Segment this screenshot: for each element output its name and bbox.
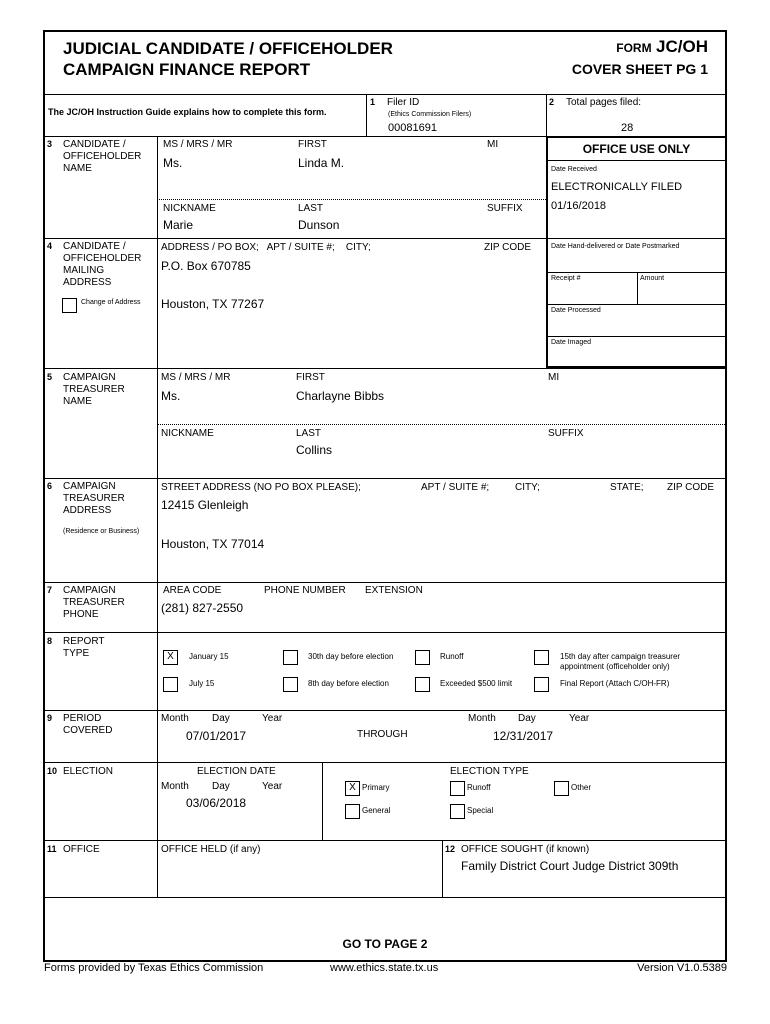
- section-11-label: OFFICE: [63, 844, 100, 855]
- date-imaged-label: Date Imaged: [551, 339, 592, 346]
- section-12-num: 12: [445, 844, 456, 854]
- treasurer-zip-label: ZIP CODE: [667, 482, 715, 493]
- form-title-line1: JUDICIAL CANDIDATE / OFFICEHOLDER: [63, 39, 393, 58]
- section-6-label: CAMPAIGN TREASURER ADDRESS: [63, 481, 125, 516]
- election-other-checkbox[interactable]: [554, 781, 569, 796]
- footer-left: Forms provided by Texas Ethics Commission: [44, 962, 264, 974]
- filer-id-value[interactable]: 00081691: [388, 122, 437, 134]
- candidate-mi-label: MI: [487, 139, 499, 150]
- period-to-day-label: Day: [518, 713, 536, 724]
- report-type-15th-day-checkbox[interactable]: [534, 650, 549, 665]
- period-to-value[interactable]: 12/31/2017: [493, 729, 554, 743]
- section-5-num: 5: [47, 372, 53, 382]
- treasurer-address-line1[interactable]: 12415 Glenleigh: [161, 498, 249, 512]
- report-type-jul15-label: July 15: [189, 679, 215, 688]
- residence-note: (Residence or Business): [63, 528, 140, 535]
- election-special-checkbox[interactable]: [450, 804, 465, 819]
- section-4-num: 4: [47, 241, 53, 251]
- treasurer-prefix-label: MS / MRS / MR: [161, 372, 231, 383]
- change-of-address-label: Change of Address: [81, 299, 141, 306]
- report-type-30th-day-checkbox[interactable]: [283, 650, 298, 665]
- treasurer-first-value[interactable]: Charlayne Bibbs: [296, 389, 385, 403]
- treasurer-first-label: FIRST: [296, 372, 325, 383]
- treasurer-phone-value[interactable]: (281) 827-2550: [161, 601, 244, 615]
- election-day-label: Day: [212, 781, 230, 792]
- date-received-label: Date Received: [551, 166, 597, 173]
- office-use-title: OFFICE USE ONLY: [582, 142, 691, 156]
- section-3-label: CANDIDATE / OFFICEHOLDER NAME: [63, 139, 142, 174]
- area-code-label: AREA CODE: [163, 585, 222, 596]
- office-sought-value[interactable]: Family District Court Judge District 309th: [461, 859, 679, 873]
- candidate-prefix-value[interactable]: Ms.: [163, 156, 183, 170]
- election-primary-label: Primary: [362, 783, 390, 792]
- section-10-label: ELECTION: [63, 766, 114, 777]
- election-special-label: Special: [467, 806, 494, 815]
- total-pages-label: Total pages filed:: [566, 97, 642, 108]
- treasurer-last-value[interactable]: Collins: [296, 443, 333, 457]
- footer-website[interactable]: www.ethics.state.tx.us: [330, 962, 439, 974]
- section-8-label: REPORT TYPE: [63, 636, 105, 659]
- treasurer-prefix-value[interactable]: Ms.: [161, 389, 181, 403]
- candidate-nickname-label: NICKNAME: [163, 203, 216, 214]
- treasurer-apt-label: APT / SUITE #;: [421, 482, 490, 493]
- phone-number-label: PHONE NUMBER: [264, 585, 346, 596]
- form-code: [616, 37, 708, 57]
- section-4-label: CANDIDATE / OFFICEHOLDER MAILING ADDRESS: [63, 241, 142, 288]
- candidate-address-line2[interactable]: Houston, TX 77267: [161, 297, 265, 311]
- treasurer-street-label: STREET ADDRESS (NO PO BOX PLEASE);: [161, 482, 361, 493]
- report-type-8th-day-checkbox[interactable]: [283, 677, 298, 692]
- report-type-jul15-checkbox[interactable]: [163, 677, 178, 692]
- form-prefix: FORM: [616, 41, 652, 55]
- treasurer-city-label: CITY;: [515, 482, 540, 493]
- form-code-value: JC/OH: [656, 37, 708, 56]
- receipt-label: Receipt #: [551, 275, 581, 282]
- section-9-label: PERIOD COVERED: [63, 713, 113, 736]
- through-label: THROUGH: [357, 729, 408, 740]
- section-9-num: 9: [47, 713, 53, 723]
- footer-version: Version V1.0.5389: [637, 962, 727, 974]
- report-type-8th-day-label: 8th day before election: [308, 679, 389, 688]
- treasurer-state-label: STATE;: [610, 482, 644, 493]
- change-of-address-checkbox[interactable]: [62, 298, 77, 313]
- treasurer-suffix-label: SUFFIX: [548, 428, 584, 439]
- period-to-month-label: Month: [468, 713, 496, 724]
- candidate-zip-label: ZIP CODE: [484, 242, 532, 253]
- hand-delivered-label: Date Hand-delivered or Date Postmarked: [551, 243, 680, 250]
- filer-num: 1: [370, 97, 376, 107]
- report-type-final-checkbox[interactable]: [534, 677, 549, 692]
- election-year-label: Year: [262, 781, 283, 792]
- election-date-value[interactable]: 03/06/2018: [186, 796, 247, 810]
- election-primary-checkbox[interactable]: X: [345, 781, 360, 796]
- section-8-num: 8: [47, 636, 53, 646]
- report-type-jan15-label: January 15: [189, 652, 229, 661]
- filer-id-label: Filer ID: [387, 97, 420, 108]
- go-to-page-2: GO TO PAGE 2: [342, 937, 428, 951]
- date-processed-label: Date Processed: [551, 307, 601, 314]
- election-runoff-label: Runoff: [467, 783, 491, 792]
- office-held-label: OFFICE HELD (if any): [161, 844, 261, 855]
- election-date-label: ELECTION DATE: [197, 766, 276, 777]
- candidate-first-label: FIRST: [298, 139, 327, 150]
- election-month-label: Month: [161, 781, 189, 792]
- period-from-day-label: Day: [212, 713, 230, 724]
- election-type-label: ELECTION TYPE: [450, 766, 529, 777]
- report-type-jan15-checkbox[interactable]: X: [163, 650, 178, 665]
- report-type-exceeded-checkbox[interactable]: [415, 677, 430, 692]
- amount-label: Amount: [640, 275, 665, 282]
- section-6-num: 6: [47, 481, 53, 491]
- section-10-num: 10: [47, 766, 58, 776]
- report-type-15th-day-label: 15th day after campaign treasurer appointment (officeholder only): [560, 652, 681, 671]
- candidate-prefix-label: MS / MRS / MR: [163, 139, 233, 150]
- candidate-last-label: LAST: [298, 203, 324, 214]
- treasurer-nickname-label: NICKNAME: [161, 428, 214, 439]
- candidate-last-value[interactable]: Dunson: [298, 218, 340, 232]
- candidate-first-value[interactable]: Linda M.: [298, 156, 345, 170]
- candidate-suffix-label: SUFFIX: [487, 203, 523, 214]
- treasurer-mi-label: MI: [548, 372, 560, 383]
- office-sought-label: OFFICE SOUGHT (if known): [461, 844, 590, 855]
- report-type-runoff-checkbox[interactable]: [415, 650, 430, 665]
- filing-status: ELECTRONICALLY FILED: [551, 181, 683, 193]
- candidate-nickname-value[interactable]: Marie: [163, 218, 194, 232]
- treasurer-address-line2[interactable]: Houston, TX 77014: [161, 537, 265, 551]
- pages-num: 2: [549, 97, 555, 107]
- period-to-year-label: Year: [569, 713, 590, 724]
- cover-sheet-label: COVER SHEET PG 1: [571, 61, 708, 77]
- filer-id-sublabel: (Ethics Commission Filers): [388, 111, 472, 118]
- period-from-year-label: Year: [262, 713, 283, 724]
- election-other-label: Other: [571, 783, 592, 792]
- report-type-final-label: Final Report (Attach C/OH-FR): [560, 679, 670, 688]
- election-runoff-checkbox[interactable]: [450, 781, 465, 796]
- election-general-label: General: [362, 806, 391, 815]
- report-type-runoff-label: Runoff: [440, 652, 464, 661]
- total-pages-value[interactable]: 28: [621, 122, 634, 134]
- report-type-30th-day-label: 30th day before election: [308, 652, 394, 661]
- report-type-exceeded-label: Exceeded $500 limit: [440, 679, 513, 688]
- instructions-text: The JC/OH Instruction Guide explains how to complete this form.: [48, 107, 327, 117]
- form-title-line2: CAMPAIGN FINANCE REPORT: [63, 60, 311, 79]
- section-7-label: CAMPAIGN TREASURER PHONE: [63, 585, 125, 620]
- treasurer-last-label: LAST: [296, 428, 322, 439]
- extension-label: EXTENSION: [365, 585, 423, 596]
- date-received-value: 01/16/2018: [551, 200, 607, 212]
- section-3-num: 3: [47, 139, 53, 149]
- section-11-num: 11: [47, 844, 57, 854]
- period-from-value[interactable]: 07/01/2017: [186, 729, 247, 743]
- section-7-num: 7: [47, 585, 53, 595]
- section-5-label: CAMPAIGN TREASURER NAME: [63, 372, 125, 407]
- election-general-checkbox[interactable]: [345, 804, 360, 819]
- candidate-address-label: ADDRESS / PO BOX; APT / SUITE #; CITY;: [161, 242, 371, 253]
- candidate-address-line1[interactable]: P.O. Box 670785: [161, 259, 251, 273]
- period-from-month-label: Month: [161, 713, 189, 724]
